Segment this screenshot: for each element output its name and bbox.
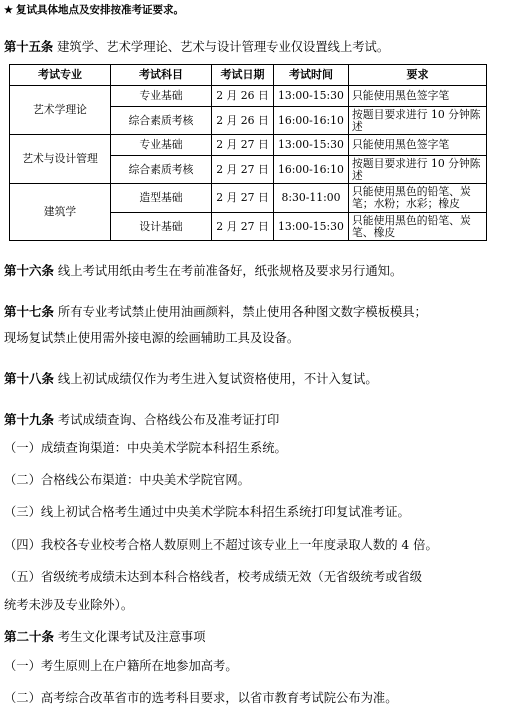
article-16 (4, 263, 402, 279)
list-item: （一）成绩查询渠道：中央美术学院本科招生系统。 (4, 441, 287, 455)
article-17-continuation: 现场复试禁止使用需外接电源的绘画辅助工具及设备。 (4, 331, 300, 345)
time-cell: 8:30-11:00 (274, 184, 349, 213)
requirement-cell: 按题目要求进行 10 分钟陈述 (349, 156, 487, 184)
article-17-lead: 第十七条 (4, 304, 55, 319)
subject-cell: 综合素质考核 (111, 107, 212, 135)
list-item: （四）我校各专业校考合格人数原则上不超过该专业上一年度录取人数的 4 倍。 (4, 538, 438, 552)
article-17-text: 所有专业考试禁止使用油画颜料，禁止使用各种图文数字模板模具； (54, 305, 427, 319)
list-item: （二）合格线公布渠道：中央美术学院官网。 (4, 473, 250, 487)
article-19-lead: 第十九条 (4, 412, 55, 427)
star-icon: ★ (4, 5, 13, 16)
article-20 (4, 629, 206, 645)
article-16-lead: 第十六条 (4, 263, 55, 278)
requirement-cell: 只能使用黑色的铅笔、炭笔；水粉；水彩；橡皮 (349, 184, 487, 213)
list-item: （二）高考综合改革省市的选考科目要求，以省市教育考试院公布为准。 (4, 691, 398, 705)
requirement-cell: 只能使用黑色签字笔 (349, 135, 487, 156)
time-cell: 13:00-15:30 (274, 86, 349, 107)
th-date: 考试日期 (212, 65, 274, 86)
time-cell: 13:00-15:30 (274, 213, 349, 241)
major-cell: 艺术学理论 (10, 86, 111, 135)
th-subject: 考试科目 (111, 65, 212, 86)
date-cell: 2 月 27 日 (212, 135, 274, 156)
article-17 (4, 304, 427, 320)
article-19 (4, 412, 279, 428)
requirement-cell: 只能使用黑色的铅笔、炭笔、橡皮 (349, 213, 487, 241)
table-row (10, 184, 487, 213)
list-item: （一）考生原则上在户籍所在地参加高考。 (4, 659, 238, 673)
time-cell: 16:00-16:10 (274, 156, 349, 184)
requirement-cell: 按题目要求进行 10 分钟陈述 (349, 107, 487, 135)
time-cell: 13:00-15:30 (274, 135, 349, 156)
table-header-row (10, 65, 487, 86)
article-19-text: 考试成绩查询、合格线公布及准考证打印 (54, 413, 280, 427)
article-18-lead: 第十八条 (4, 371, 55, 386)
list-item: （五）省级统考成绩未达到本科合格线者，校考成绩无效（无省级统考或省级 (4, 570, 423, 584)
article-18-text: 线上初试成绩仅作为考生进入复试资格使用，不计入复试。 (54, 372, 378, 386)
date-cell: 2 月 27 日 (212, 213, 274, 241)
th-time: 考试时间 (274, 65, 349, 86)
article-15-text: 建筑学、艺术学理论、艺术与设计管理专业仅设置线上考试。 (53, 40, 390, 54)
date-cell: 2 月 26 日 (212, 107, 274, 135)
article-15-lead: 第十五条 (4, 40, 54, 54)
th-major: 考试专业 (10, 65, 111, 86)
subject-cell: 专业基础 (111, 135, 212, 156)
article-15 (4, 39, 389, 55)
section-header (4, 2, 184, 17)
header-text: 复试具体地点及安排按准考证要求。 (15, 4, 184, 16)
subject-cell: 综合素质考核 (111, 156, 212, 184)
list-item: 统考未涉及专业除外）。 (4, 598, 134, 612)
subject-cell: 设计基础 (111, 213, 212, 241)
subject-cell: 造型基础 (111, 184, 212, 213)
time-cell: 16:00-16:10 (274, 107, 349, 135)
requirement-cell: 只能使用黑色签字笔 (349, 86, 487, 107)
date-cell: 2 月 26 日 (212, 86, 274, 107)
subject-cell: 专业基础 (111, 86, 212, 107)
table-row (10, 86, 487, 107)
article-18 (4, 371, 378, 387)
table-row (10, 135, 487, 156)
major-cell: 建筑学 (10, 184, 111, 241)
date-cell: 2 月 27 日 (212, 156, 274, 184)
article-20-lead: 第二十条 (4, 629, 55, 644)
date-cell: 2 月 27 日 (212, 184, 274, 213)
article-16-text: 线上考试用纸由考生在考前准备好，纸张规格及要求另行通知。 (54, 264, 403, 278)
article-20-text: 考生文化课考试及注意事项 (54, 630, 206, 644)
major-cell: 艺术与设计管理 (10, 135, 111, 184)
th-requirement: 要求 (349, 65, 487, 86)
exam-schedule-table (9, 64, 487, 241)
list-item: （三）线上初试合格考生通过中央美术学院本科招生系统打印复试准考证。 (4, 505, 410, 519)
